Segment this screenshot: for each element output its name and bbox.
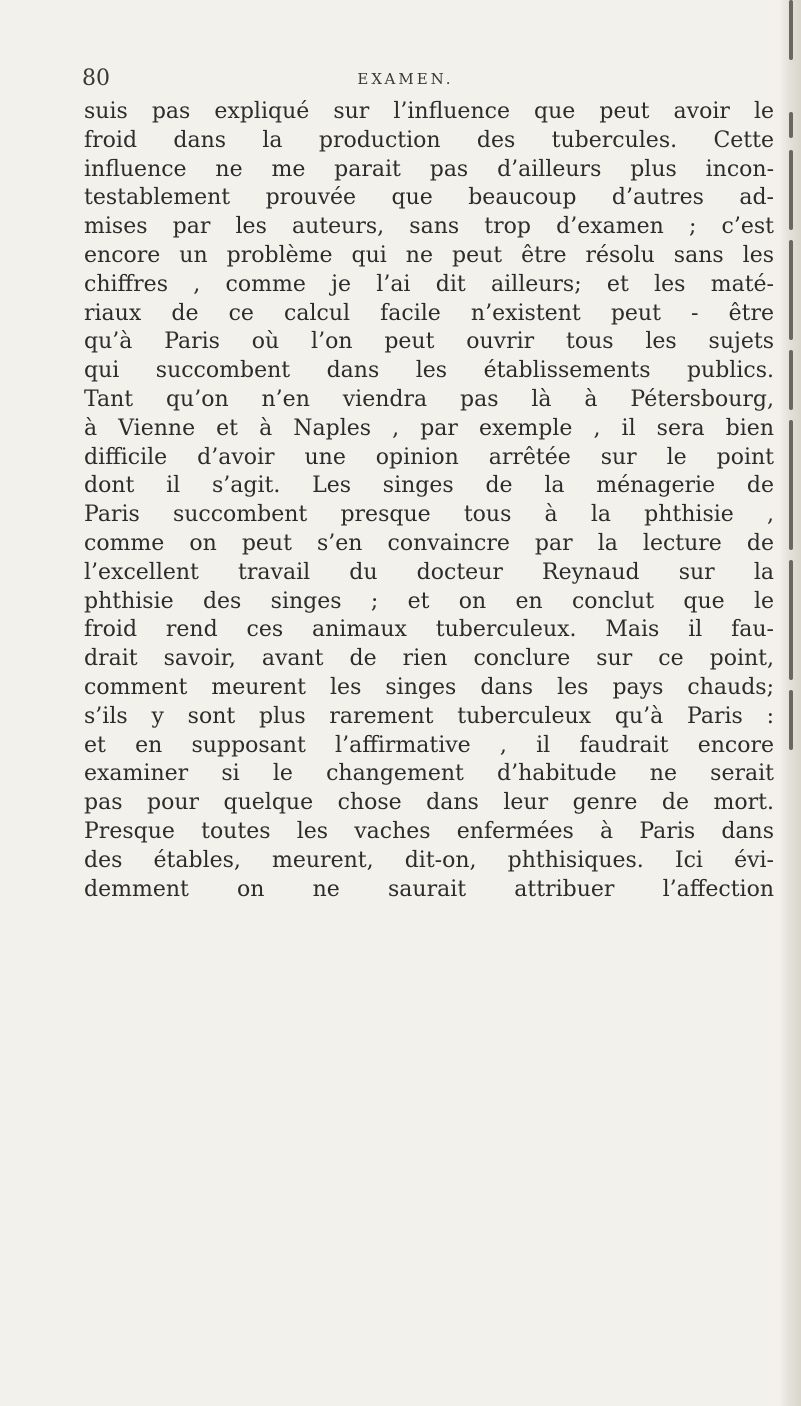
- text-line: qu’à Paris où l’on peut ouvrir tous les sujets: [84, 329, 774, 355]
- edge-mark: [789, 150, 793, 230]
- text-line: comme on peut s’en convaincre par la lecture de: [84, 530, 774, 556]
- text-line: pas pour quelque chose dans leur genre de mort.: [84, 790, 774, 816]
- text-line: drait savoir, avant de rien conclure sur ce point,: [84, 646, 774, 672]
- text-line: l’excellent travail du docteur Reynaud sur la: [84, 559, 774, 585]
- page-number: 80: [82, 66, 110, 91]
- text-line: dont il s’agit. Les singes de la ménagerie de: [84, 473, 774, 499]
- text-line: Tant qu’on n’en viendra pas là à Pétersbourg,: [84, 386, 774, 412]
- edge-mark: [789, 240, 793, 340]
- text-line: chiffres , comme je l’ai dit ailleurs; et les maté-: [84, 271, 774, 297]
- text-line: froid rend ces animaux tuberculeux. Mais il fau-: [84, 617, 774, 643]
- page-header: [0, 64, 801, 94]
- text-line: phthisie des singes ; et on en conclut que le: [84, 588, 774, 614]
- text-line: comment meurent les singes dans les pays chauds;: [84, 674, 774, 700]
- text-line: difficile d’avoir une opinion arrêtée sur le point: [84, 444, 774, 470]
- text-line: examiner si le changement d’habitude ne serait: [84, 761, 774, 787]
- text-line: des étables, meurent, dit-on, phthisiques. Ici évi-: [84, 847, 774, 873]
- body-text: [84, 98, 774, 904]
- edge-mark: [789, 690, 793, 750]
- page-edge-marks: [785, 0, 797, 760]
- text-line: s’ils y sont plus rarement tuberculeux qu’à Paris :: [84, 703, 774, 729]
- text-line: suis pas expliqué sur l’influence que peut avoir le: [84, 99, 774, 124]
- edge-mark: [789, 560, 793, 680]
- text-line: à Vienne et à Naples , par exemple , il sera bien: [84, 415, 774, 441]
- text-line: encore un problème qui ne peut être résolu sans les: [84, 242, 774, 268]
- edge-mark: [789, 0, 793, 60]
- text-line: influence ne me parait pas d’ailleurs plus incon-: [84, 156, 774, 182]
- edge-mark: [789, 350, 793, 410]
- text-line: qui succombent dans les établissements publics.: [84, 358, 774, 384]
- text-line: riaux de ce calcul facile n’existent peut - être: [84, 300, 774, 326]
- running-head: EXAMEN.: [357, 70, 454, 88]
- edge-mark: [789, 112, 793, 138]
- text-line: Paris succombent presque tous à la phthisie ,: [84, 502, 774, 528]
- text-line: demment on ne saurait attribuer l’affection: [84, 876, 774, 902]
- text-line: Presque toutes les vaches enfermées à Paris dans: [84, 818, 774, 844]
- text-line: et en supposant l’affirmative , il faudrait encore: [84, 732, 774, 758]
- edge-mark: [789, 420, 793, 550]
- text-line: froid dans la production des tubercules. Cette: [84, 127, 774, 153]
- text-line: testablement prouvée que beaucoup d’autres ad-: [84, 185, 774, 211]
- text-line: mises par les auteurs, sans trop d’examen ; c’est: [84, 214, 774, 240]
